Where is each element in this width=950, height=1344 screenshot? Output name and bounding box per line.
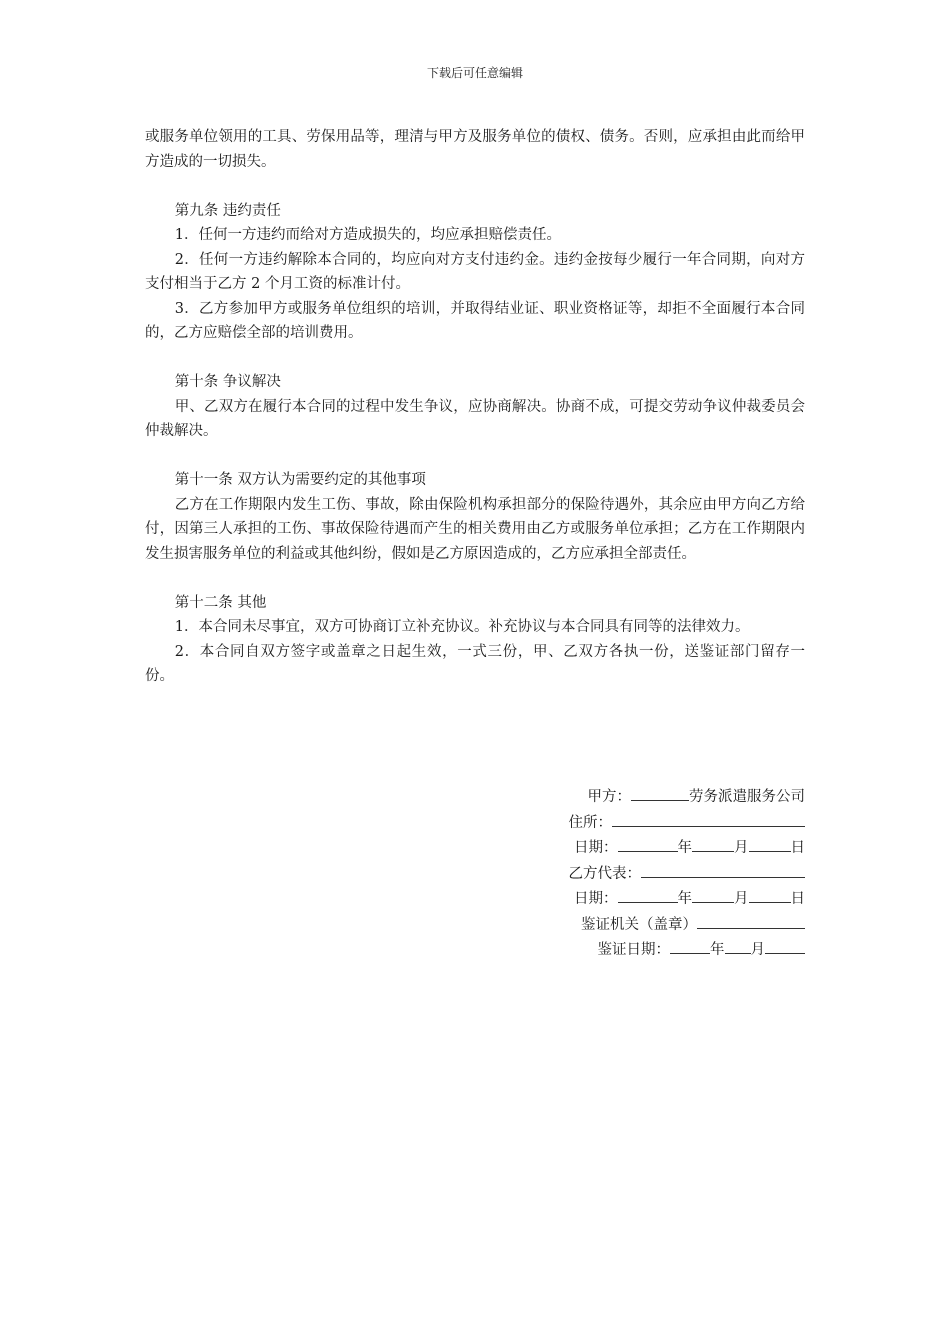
month-unit: 月 [734,891,749,907]
signature-block [563,784,805,963]
party-a-date-label: 日期： [574,840,618,856]
section-10-paragraph: 甲、乙双方在履行本合同的过程中发生争议，应协商解决。协商不成，可提交劳动争议仲裁委员会仲裁解决。 [145,398,805,439]
year-unit: 年 [677,891,692,907]
page-header: 下载后可任意编辑 [426,66,523,80]
authority-label: 鉴证机关（盖章） [581,916,697,933]
intro-paragraph: 或服务单位领用的工具、劳保用品等，理清与甲方及服务单位的债权、债务。否则，应承担由此而给甲方造成的一切损失。 [145,129,805,170]
month-blank [692,835,734,852]
day-unit: 日 [790,891,805,907]
party-b-blank [641,861,805,878]
day-unit: 日 [790,840,805,856]
party-b-label: 乙方代表： [568,865,641,882]
authority-blank [697,912,805,929]
party-b-date-line [563,886,805,912]
month-unit: 月 [750,942,765,958]
section-12-clause-2: 2．本合同自双方签字或盖章之日起生效，一式三份，甲、乙双方各执一份，送鉴证部门留存一份。 [145,643,805,684]
day-blank [749,886,791,903]
section-title-9: 第九条 违约责任 [174,202,281,219]
address-line [563,810,805,836]
section-title-11: 第十一条 双方认为需要约定的其他事项 [174,472,426,488]
address-blank [612,810,805,827]
party-b-line [563,861,805,887]
contract-body [145,125,805,689]
section-9-clause-1: 1．任何一方违约而给对方造成损失的，均应承担赔偿责任。 [174,227,561,243]
month-blank [725,937,751,954]
year-unit: 年 [710,942,725,958]
authority-line [563,912,805,938]
month-blank [692,886,734,903]
section-9-clause-3: 3．乙方参加甲方或服务单位组织的培训，并取得结业证、职业资格证等，却拒不全面履行本合同的，乙方应赔偿全部的培训费用。 [145,300,805,341]
section-title-10: 第十条 争议解决 [174,374,281,390]
party-b-date-label: 日期： [574,891,618,907]
year-unit: 年 [677,840,692,856]
section-12-clause-1: 1．本合同未尽事宜，双方可协商订立补充协议。补充协议与本合同具有同等的法律效力。 [174,619,750,635]
section-11-paragraph: 乙方在工作期限内发生工伤、事故，除由保险机构承担部分的保险待遇外，其余应由甲方向乙方给付，因第三人承担的工伤、事故保险待遇而产生的相关费用由乙方或服务单位承担；乙方在工作期限内发生损害服务单位的利益或其他纠纷，假如是乙方原因造成的，乙方应承担全部责任。 [145,496,805,562]
trailing-blank [765,937,805,954]
party-a-company: 劳务派遣服务公司 [689,789,805,805]
authority-date-line [563,937,805,963]
address-label: 住所： [568,814,612,831]
year-blank [618,886,678,903]
section-9-clause-2: 2．任何一方违约解除本合同的，均应向对方支付违约金。违约金按每少履行一年合同期，向对方支付相当于乙方 2 个月工资的标准计付。 [145,251,805,292]
party-a-line [563,784,805,810]
party-a-blank [631,784,689,801]
month-unit: 月 [734,840,749,856]
day-blank [749,835,791,852]
party-a-label: 甲方： [587,789,631,805]
section-title-12: 第十二条 其他 [174,594,267,611]
party-a-date-line [563,835,805,861]
authority-date-label: 鉴证日期： [597,942,670,958]
year-blank [670,937,710,954]
year-blank [618,835,678,852]
